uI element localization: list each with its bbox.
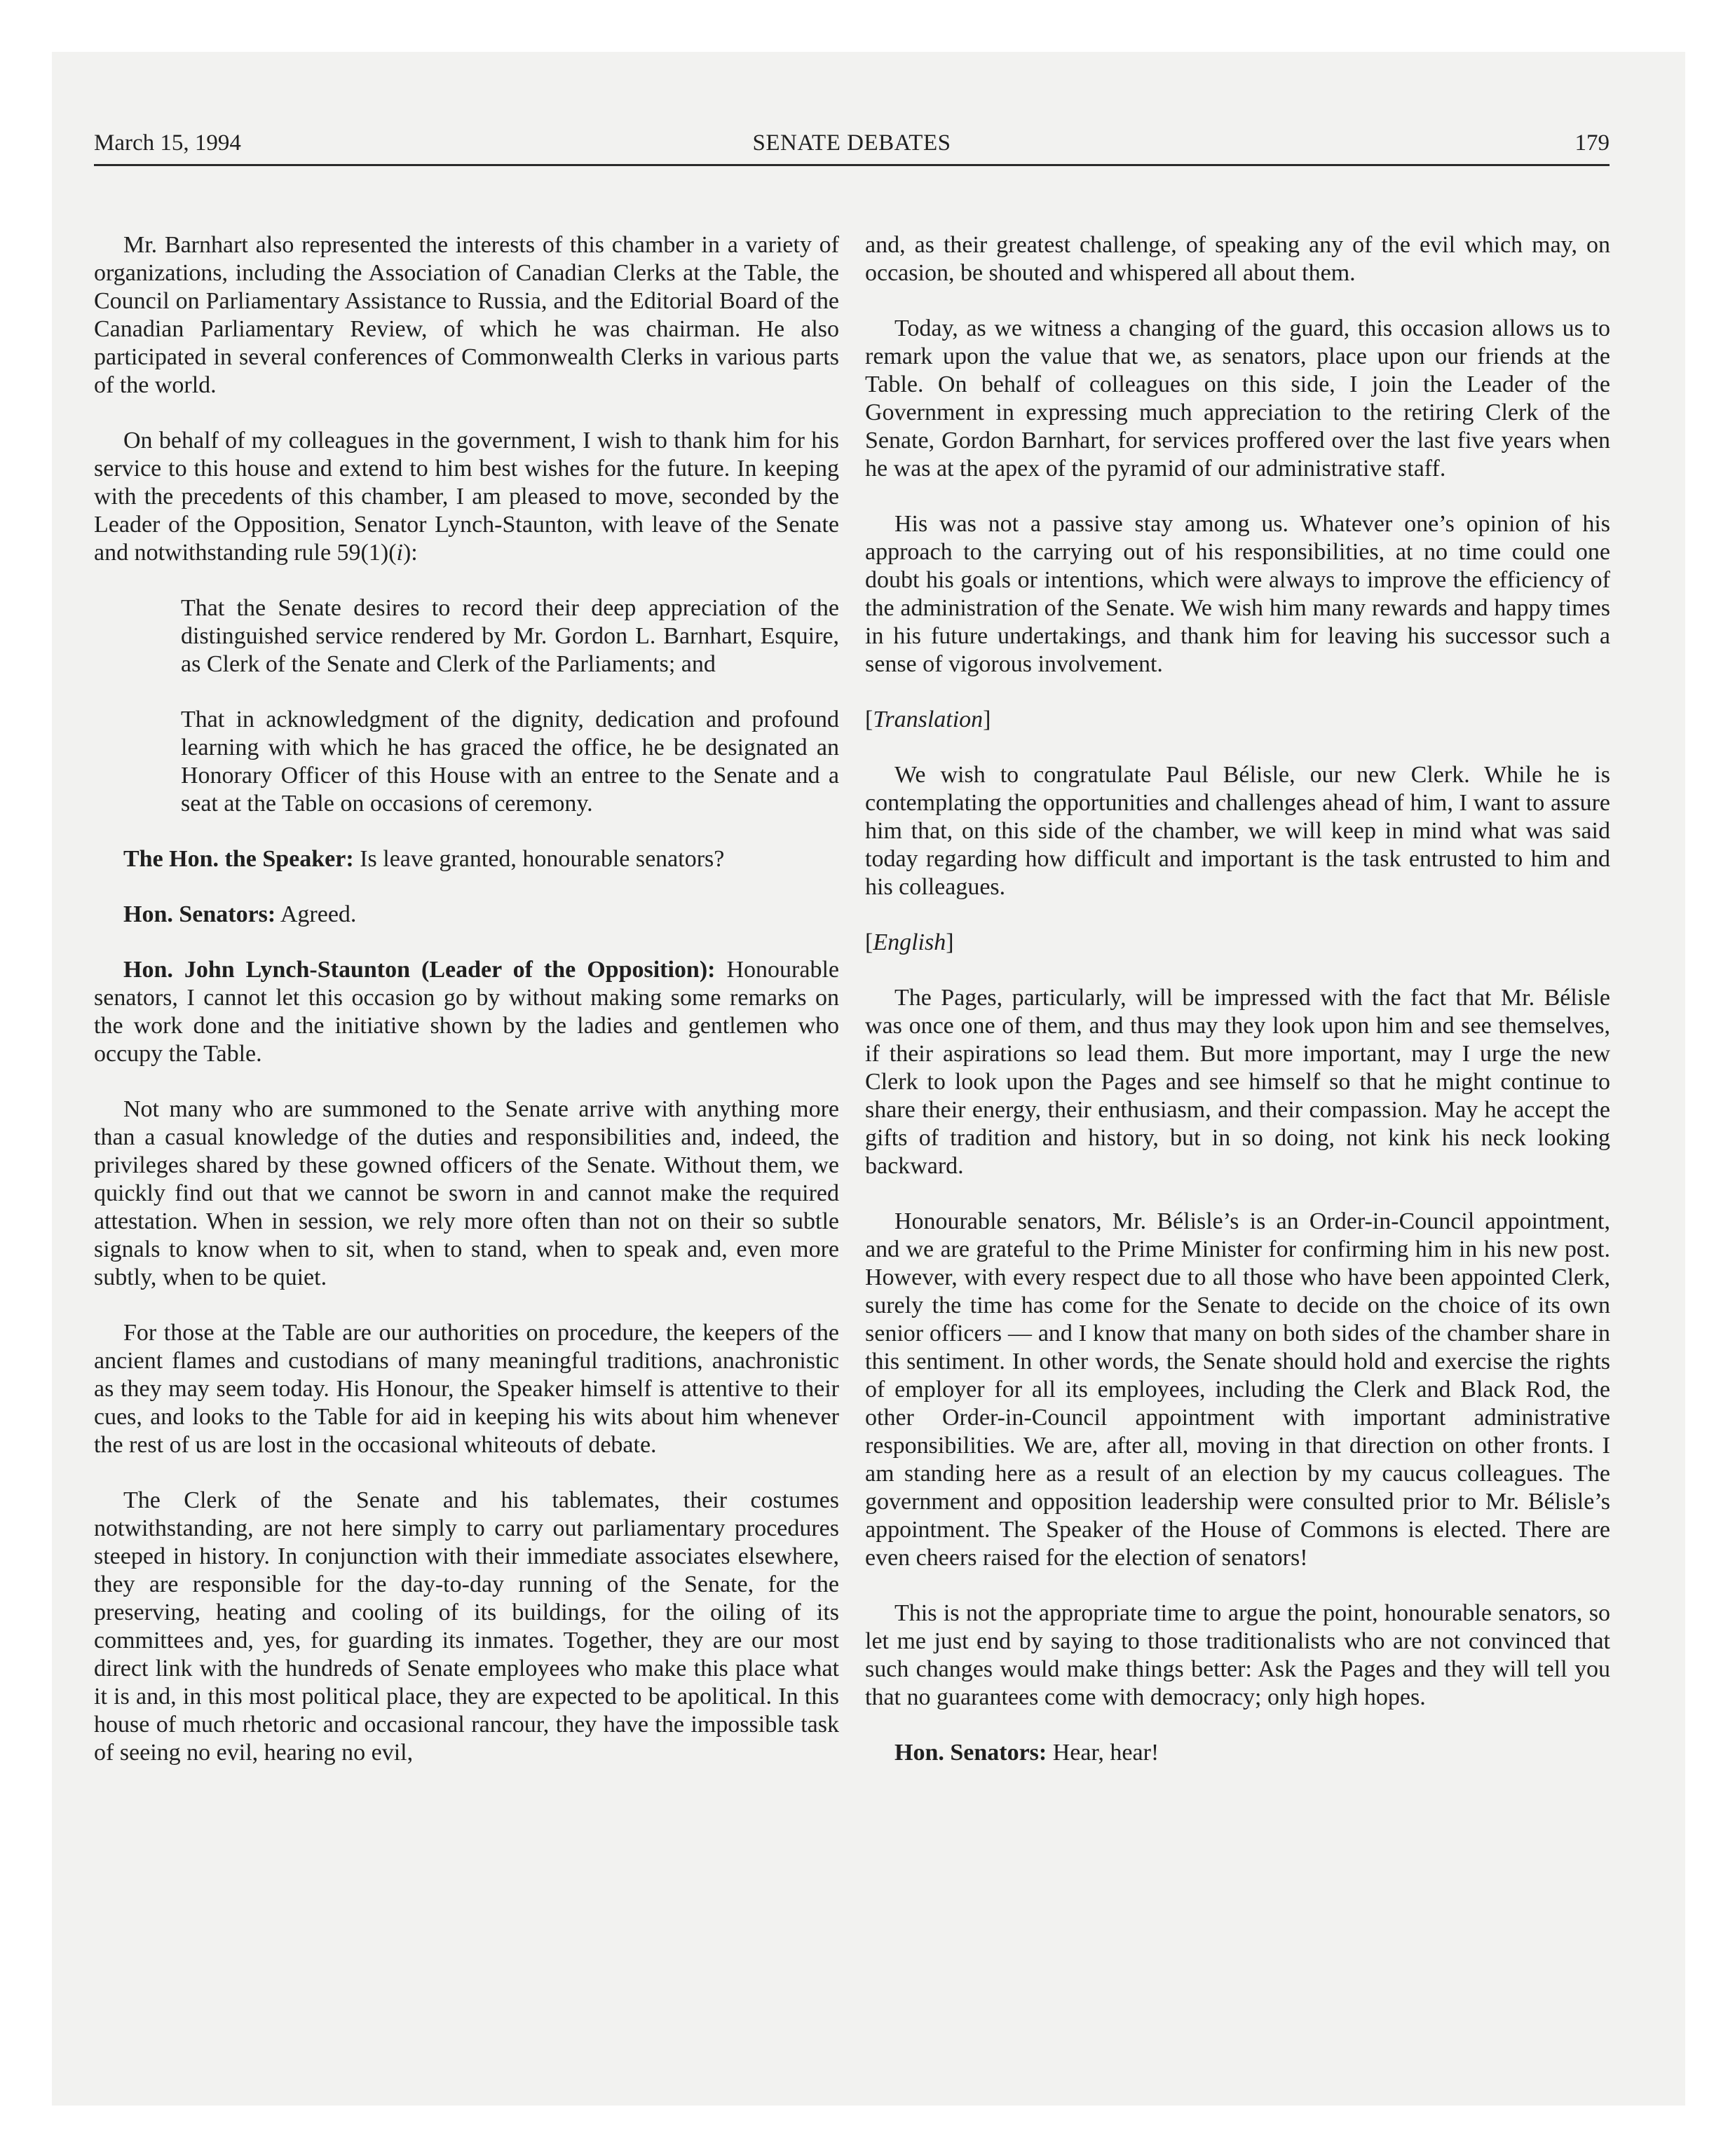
speaker-text: Honourable senators, I cannot let this occasion go by without making some remarks on the work done and the initiative shown by the ladies and gentlemen who occupy the Table. <box>94 957 839 1067</box>
right-column <box>865 231 1610 1794</box>
bracket-close: ] <box>983 707 991 732</box>
paragraph: This is not the appropriate time to argue the point, honourable senators, so let me just end by saying to those traditionalists who are not convinced that such changes would make things better: Ask the Pages and they will tell you that no guarantees come with democracy; only high hopes. <box>865 1600 1610 1710</box>
paragraph: Honourable senators, Mr. Bélisle’s is an Order-in-Council appointment, and we are grateful to the Prime Minister for confirming him in his new post. However, with every respect due to all those who have been appointed Clerk, surely the time has come for the Senate to decide on the choice of its own senior officers — and I know that many on both sides of the chamber share in this sentiment. In other words, the Senate should hold and exercise the rights of employer for all its employees, including the Clerk and Black Rod, the other Order-in-Council appointment with important administrative responsibilities. We are, after all, moving in that direction on other fronts. I am standing here as a result of an election by my caucus colleagues. The government and opposition leadership were consulted prior to Mr. Bélisle’s appointment. The Speaker of the House of Commons is elected. There are even cheers raised for the election of senators! <box>865 1208 1610 1571</box>
paragraph: We wish to congratulate Paul Bélisle, our new Clerk. While he is contemplating the opportunities and challenges ahead of him, I want to assure him that, on this side of the chamber, we will keep in mind what was said today regarding how difficult and important is the task entrusted to him and his colleagues. <box>865 762 1610 900</box>
rule-italic: i <box>396 540 403 566</box>
paragraph: His was not a passive stay among us. Whatever one’s opinion of his approach to the carrying out of his responsibilities, at no time could one doubt his goals or intentions, which were always to improve the efficiency of the administration of the Senate. We wish him many rewards and happy times in his future undertakings, and thank him for leaving his successor such a sense of vigorous involvement. <box>865 511 1610 677</box>
paragraph: The Pages, particularly, will be impressed with the fact that Mr. Bélisle was once one of them, and thus may they look upon him and see themselves, if their aspirations so lead them. But more important, may I urge the new Clerk to look upon the Pages and see himself so that he might continue to share their energy, their enthusiasm, and their compassion. May he accept the gifts of tradition and history, but in so doing, not kink his neck looking backward. <box>865 985 1610 1179</box>
speaker-line <box>865 1739 1610 1767</box>
paragraph: The Clerk of the Senate and his tablemates, their costumes notwithstanding, are not here simply to carry out parliamentary procedures steeped in history. In conjunction with their immediate associates elsewhere, they are responsible for the day-to-day running of the Senate, for the preserving, heating and cooling of its buildings, for the oiling of its committees and, yes, for guarding its inmates. Together, they are our most direct link with the hundreds of Senate employees who make this place what it is and, in this most political place, they are expected to be apolitical. In this house of much rhetoric and occasional rancour, they have the impossible task of seeing no evil, hearing no evil, <box>94 1487 839 1766</box>
speaker-text: Hear, hear! <box>1047 1740 1159 1766</box>
language-marker-english <box>865 929 1610 957</box>
paragraph-end: ): <box>402 540 418 566</box>
bracket-open: [ <box>865 707 873 732</box>
page-number: 179 <box>1574 130 1610 156</box>
speaker-name: Hon. John Lynch-Staunton (Leader of the Opposition): <box>123 957 716 983</box>
speaker-name: The Hon. the Speaker: <box>123 846 354 872</box>
speaker-text: Agreed. <box>275 901 357 927</box>
paragraph: Today, as we witness a changing of the guard, this occasion allows us to remark upon the value that we, as senators, place upon our friends at the Table. On behalf of colleagues on this side, I join the Leader of the Government in expressing much appreciation to the retiring Clerk of the Senate, Gordon Barnhart, for services proffered over the last five years when he was at the apex of the pyramid of our administrative staff. <box>865 315 1610 482</box>
speaker-text: Is leave granted, honourable senators? <box>353 846 725 872</box>
paragraph-text: On behalf of my colleagues in the government, I wish to thank him for his service to this house and extend to him best wishes for the future. In keeping with the precedents of this chamber, I am pleased to move, seconded by the Leader of the Opposition, Senator Lynch-Staunton, with leave of the Senate and notwithstanding rule 59(1)( <box>94 428 839 566</box>
language-label: Translation <box>873 707 984 732</box>
page-header <box>94 128 1610 166</box>
left-column <box>94 231 839 1794</box>
paragraph: Mr. Barnhart also represented the interests of this chamber in a variety of organizations, including the Association of Canadian Clerks at the Table, the Council on Parliamentary Assistance to Russia, and the Editorial Board of the Canadian Parliamentary Review, of which he was chairman. He also participated in several conferences of Commonwealth Clerks in various parts of the world. <box>94 232 839 398</box>
bracket-close: ] <box>946 929 954 955</box>
paragraph-continued: and, as their greatest challenge, of speaking any of the evil which may, on occasion, be shouted and whispered all about them. <box>865 232 1610 286</box>
paragraph: Not many who are summoned to the Senate arrive with anything more than a casual knowledge of the duties and responsibilities and, indeed, the privileges shared by these gowned officers of the Senate. Without them, we quickly find out that we cannot be sworn in and cannot make the required attestation. When in session, we rely more often than not on their so subtle signals to know when to sit, when to stand, when to speak and, even more subtly, when to be quiet. <box>94 1096 839 1290</box>
language-label: English <box>873 929 946 955</box>
speaker-line <box>94 845 839 873</box>
header-date: March 15, 1994 <box>94 130 241 156</box>
bracket-open: [ <box>865 929 873 955</box>
paragraph-motion <box>94 427 839 567</box>
publication-title: SENATE DEBATES <box>752 130 951 156</box>
speaker-name: Hon. Senators: <box>894 1740 1047 1766</box>
paragraph: For those at the Table are our authorities on procedure, the keepers of the ancient flames and custodians of many meaningful traditions, anachronistic as they may seem today. His Honour, the Speaker himself is attentive to their cues, and looks to the Table for aid in keeping his wits about him whenever the rest of us are lost in the occasional whiteouts of debate. <box>94 1320 839 1458</box>
motion-quote: That in acknowledgment of the dignity, dedication and profound learning with which he has graced the office, he be designated an Honorary Officer of this House with an entree to the Senate and a seat at the Table on occasions of ceremony. <box>181 707 839 817</box>
motion-quote: That the Senate desires to record their deep appreciation of the distinguished service rendered by Mr. Gordon L. Barnhart, Esquire, as Clerk of the Senate and Clerk of the Parliaments; and <box>181 595 839 677</box>
speaker-line <box>94 901 839 929</box>
language-marker-translation <box>865 706 1610 734</box>
speaker-line <box>94 956 839 1068</box>
speaker-name: Hon. Senators: <box>123 901 276 927</box>
